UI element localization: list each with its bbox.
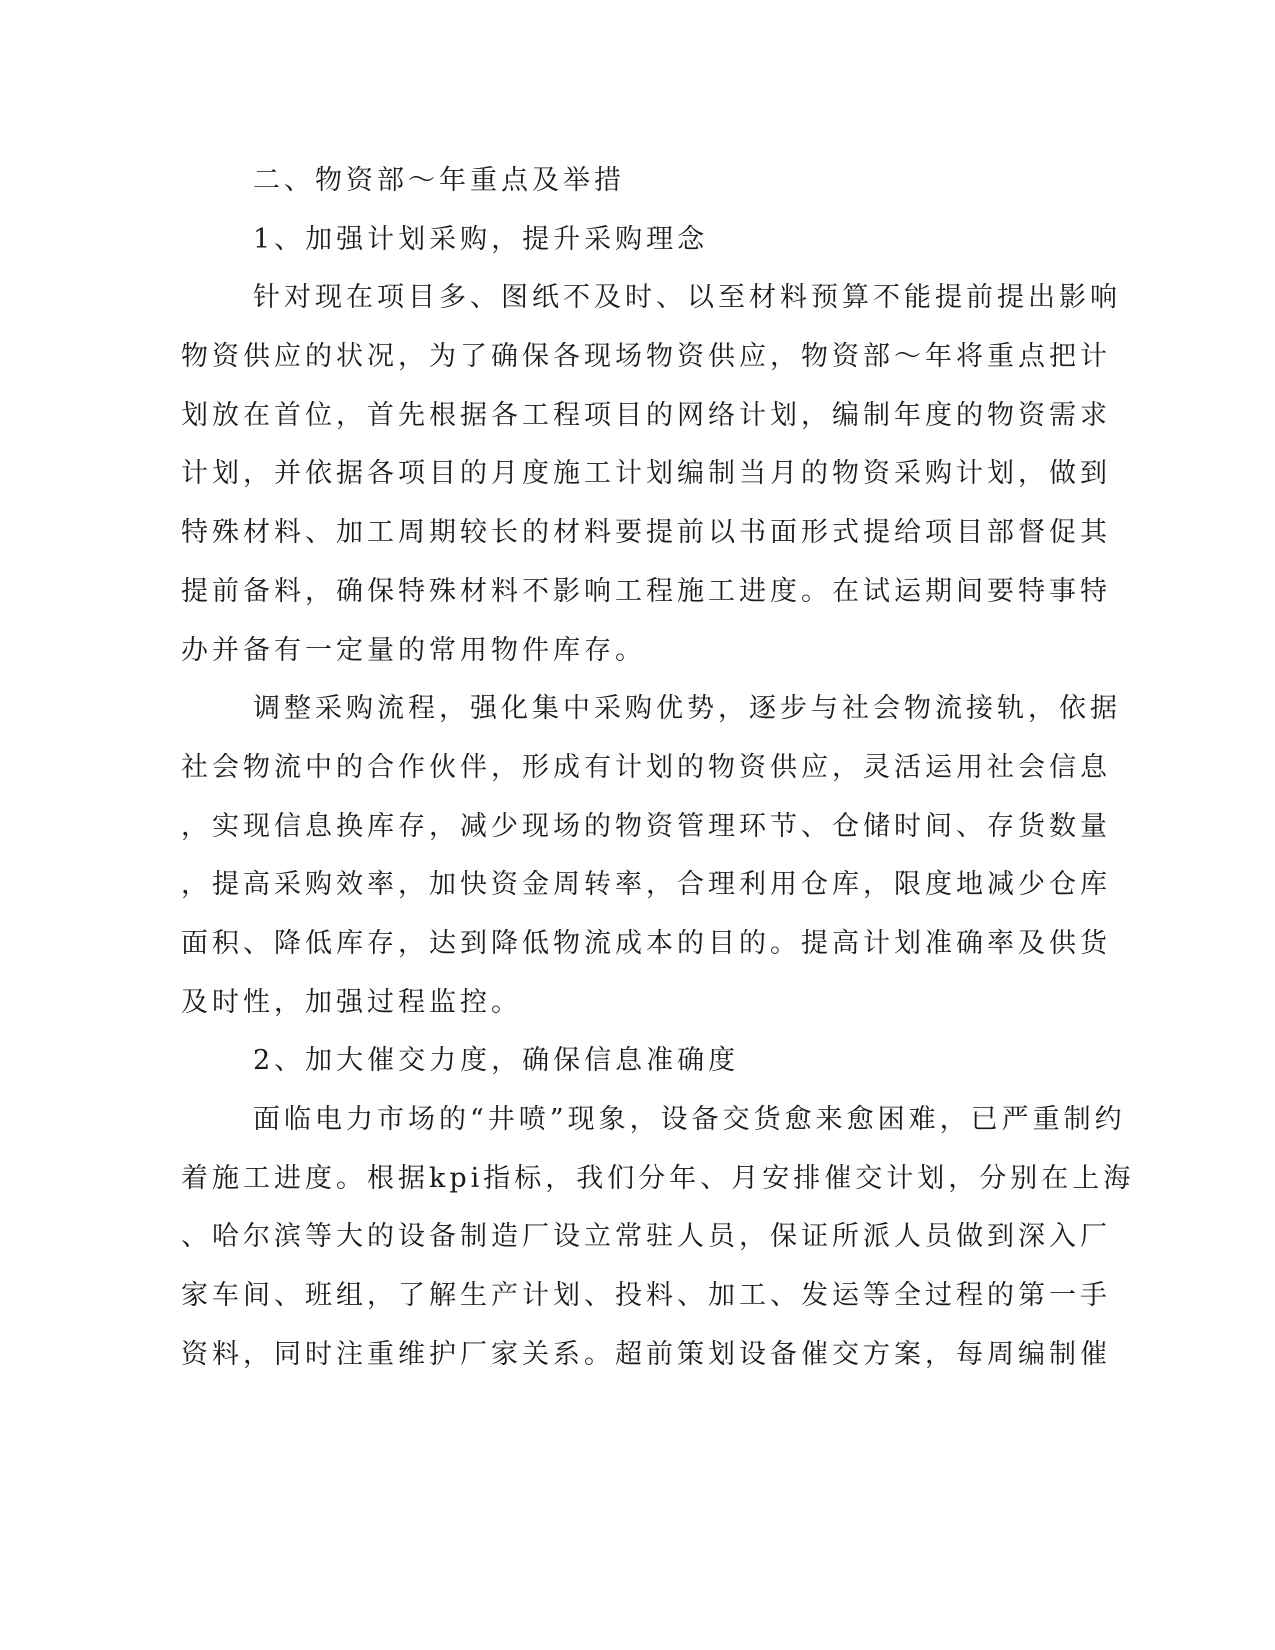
paragraph-line: 计划，并依据各项目的月度施工计划编制当月的物资采购计划，做到	[181, 458, 1111, 490]
paragraph-line: 调整采购流程，强化集中采购优势，逐步与社会物流接轨，依据	[253, 693, 1121, 725]
paragraph-line: ，提高采购效率，加快资金周转率，合理利用仓库，限度地减少仓库	[181, 869, 1111, 901]
paragraph-line: 面临电力市场的“井喷”现象，设备交货愈来愈困难，已严重制约	[253, 1104, 1126, 1135]
paragraph-line: 家车间、班组，了解生产计划、投料、加工、发运等全过程的第一手	[181, 1280, 1111, 1312]
paragraph-line: 、哈尔滨等大的设备制造厂设立常驻人员，保证所派人员做到深入厂	[181, 1221, 1111, 1253]
paragraph-line: 特殊材料、加工周期较长的材料要提前以书面形式提给项目部督促其	[181, 517, 1111, 549]
paragraph-line: 及时性，加强过程监控。	[181, 986, 522, 1018]
paragraph-line: 资料，同时注重维护厂家关系。超前策划设备催交方案，每周编制催	[181, 1338, 1111, 1370]
paragraph-line: 着施工进度。根据kpi指标，我们分年、月安排催交计划，分别在上海	[181, 1162, 1135, 1194]
paragraph-line: 物资供应的状况，为了确保各现场物资供应，物资部～年将重点把计	[181, 341, 1111, 373]
subsection-heading-1: 1、加强计划采购，提升采购理念	[253, 223, 709, 255]
subsection-heading-2: 2、加大催交力度，确保信息准确度	[253, 1045, 740, 1077]
paragraph-line: 面积、降低库存，达到降低物流成本的目的。提高计划准确率及供货	[181, 927, 1111, 959]
paragraph-line: 办并备有一定量的常用物件库存。	[181, 634, 646, 666]
paragraph-line: 提前备料，确保特殊材料不影响工程施工进度。在试运期间要特事特	[181, 575, 1111, 607]
paragraph-line: 针对现在项目多、图纸不及时、以至材料预算不能提前提出影响	[253, 282, 1121, 314]
section-heading: 二、物资部～年重点及举措	[253, 165, 625, 196]
paragraph-line: ，实现信息换库存，减少现场的物资管理环节、仓储时间、存货数量	[181, 810, 1111, 842]
paragraph-line: 划放在首位，首先根据各工程项目的网络计划，编制年度的物资需求	[181, 399, 1111, 431]
paragraph-line: 社会物流中的合作伙伴，形成有计划的物资供应，灵活运用社会信息	[181, 751, 1111, 783]
document-body	[181, 158, 1135, 1390]
